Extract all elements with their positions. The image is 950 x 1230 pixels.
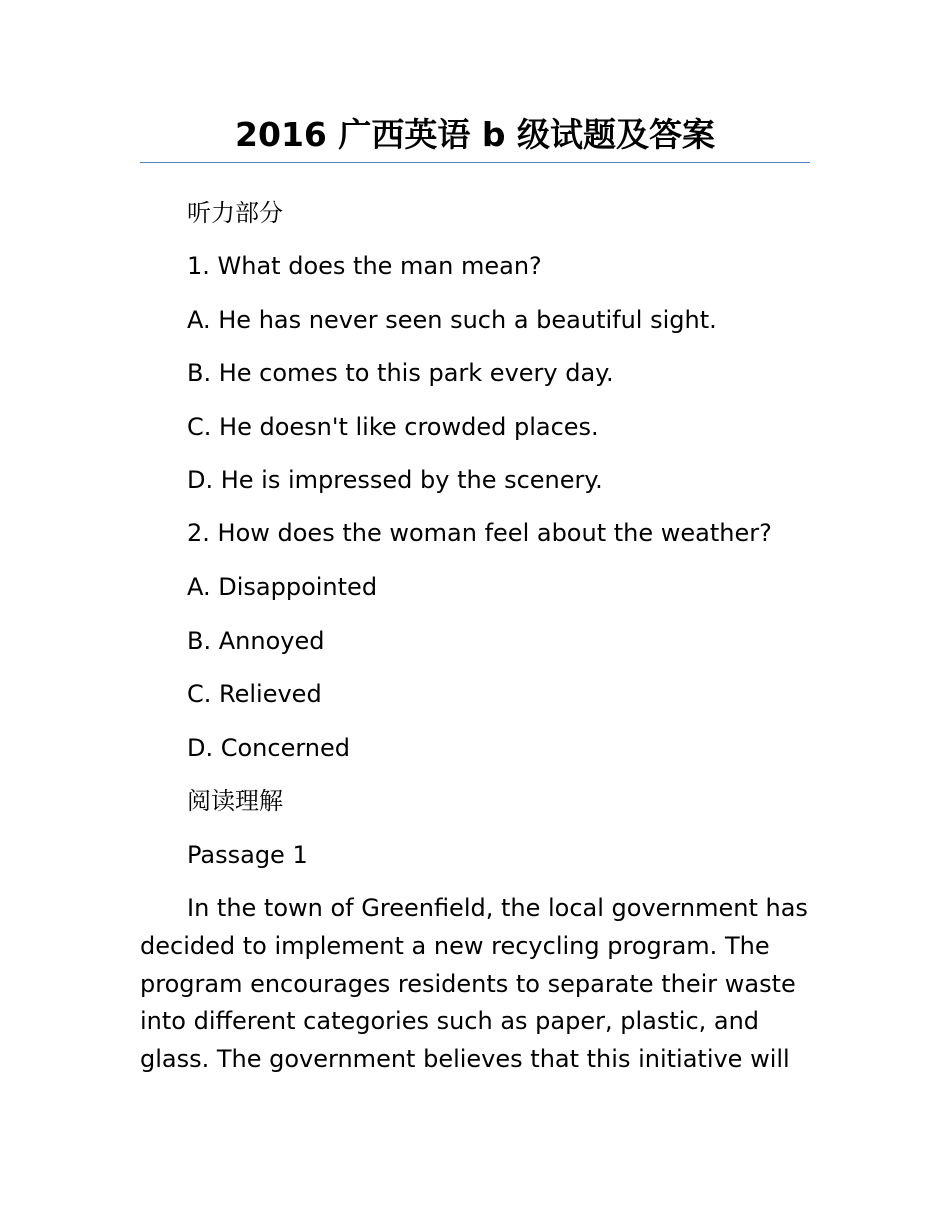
- listening-heading: 听力部分: [187, 199, 283, 227]
- question-1-option-b: B. He comes to this park every day.: [187, 359, 614, 387]
- question-2-option-d: D. Concerned: [187, 734, 351, 762]
- document-title: 2016 广西英语 b 级试题及答案: [235, 115, 715, 154]
- question-2-option-c: C. Relieved: [187, 680, 322, 708]
- passage-body: In the town of Greenfield, the local government has decided to implement a new recycling program. The program encourages residents to separate their waste into different categories such as paper, plastic, and glass. The government believes that this initiative will: [140, 894, 808, 1074]
- question-1-option-d: D. He is impressed by the scenery.: [187, 466, 603, 494]
- question-2-option-a: A. Disappointed: [187, 573, 378, 601]
- question-1-option-a: A. He has never seen such a beautiful sight.: [187, 306, 717, 334]
- question-1: 1. What does the man mean?: [187, 252, 542, 280]
- passage-label: Passage 1: [187, 841, 308, 869]
- reading-heading: 阅读理解: [187, 787, 283, 815]
- question-2-option-b: B. Annoyed: [187, 627, 325, 655]
- title-underline: [140, 162, 810, 163]
- question-1-option-c: C. He doesn't like crowded places.: [187, 413, 599, 441]
- question-2: 2. How does the woman feel about the weather?: [187, 519, 772, 547]
